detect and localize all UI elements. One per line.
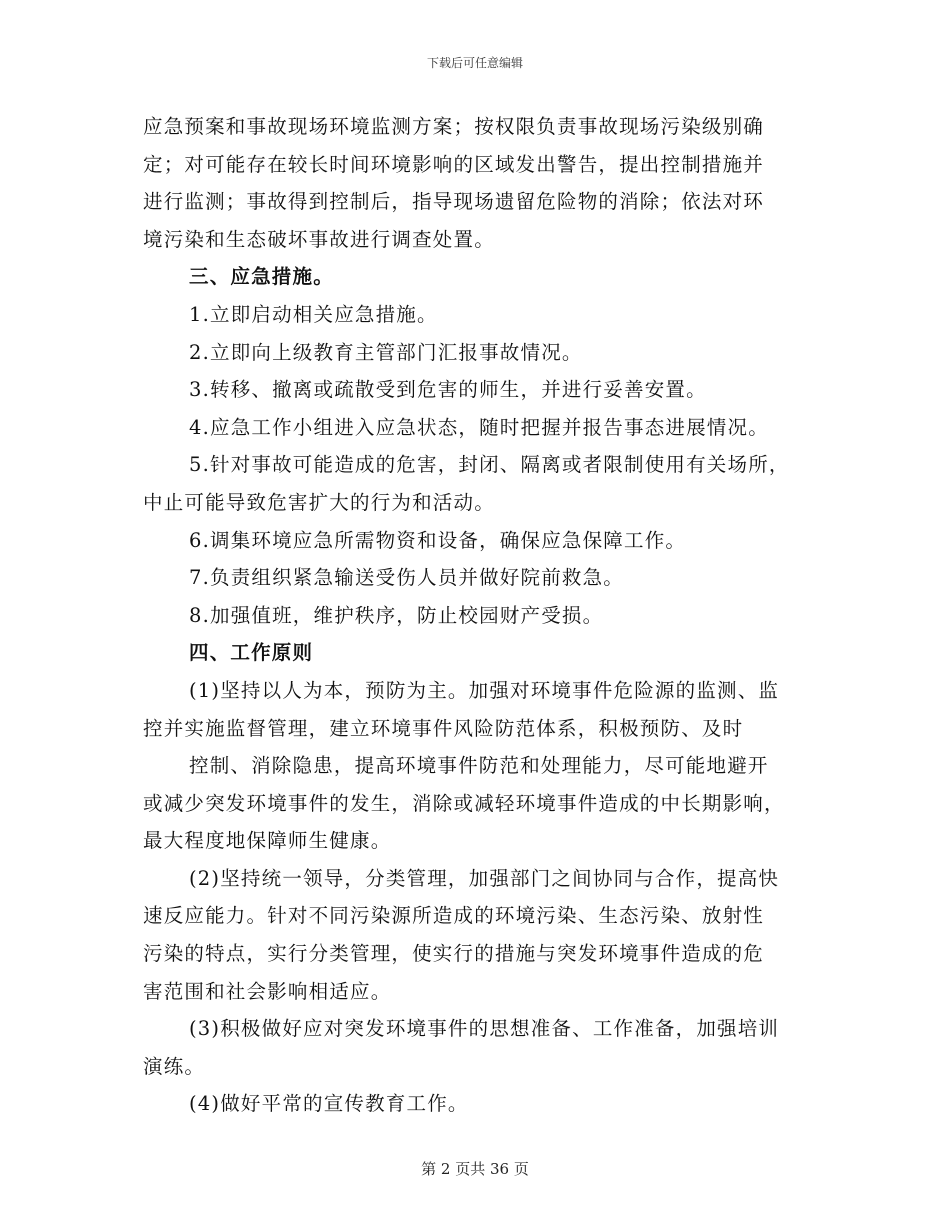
text-line: 控制、消除隐患，提高环境事件防范和处理能力，尽可能地避开 [189, 754, 769, 778]
page-footer: 第 2 页共 36 页 [421, 1160, 529, 1178]
principle-item: (3)积极做好应对突发环境事件的思想准备、工作准备，加强培训 [189, 1017, 780, 1041]
text-line: 控并实施监督管理，建立环境事件风险防范体系，积极预防、及时 [143, 716, 744, 740]
list-item: 6.调集环境应急所需物资和设备，确保应急保障工作。 [189, 528, 687, 552]
text-line: 害范围和社会影响相适应。 [143, 979, 392, 1003]
list-item: 8.加强值班，维护秩序，防止校园财产受损。 [189, 603, 604, 627]
principle-item: (2)坚持统一领导，分类管理，加强部门之间协同与合作，提高快 [189, 866, 780, 890]
document-body [143, 108, 809, 1123]
list-item: 2.立即向上级教育主管部门汇报事故情况。 [189, 340, 583, 364]
section-heading: 三、应急措施。 [189, 265, 334, 289]
principle-item: (4)做好平常的宣传教育工作。 [189, 1092, 469, 1116]
list-item: 4.应急工作小组进入应急状态，随时把握并报告事态进展情况。 [189, 415, 769, 439]
list-item: 5.针对事故可能造成的危害，封闭、隔离或者限制使用有关场所， [189, 453, 790, 477]
page-header: 下载后可任意编辑 [426, 56, 523, 70]
text-line: 境污染和生态破坏事故进行调查处置。 [143, 227, 495, 251]
text-line: 或减少突发环境事件的发生，消除或减轻环境事件造成的中长期影响， [143, 791, 785, 815]
list-item: 3.转移、撤离或疏散受到危害的师生，并进行妥善安置。 [189, 378, 707, 402]
text-line: 演练。 [143, 1054, 206, 1078]
text-line: 中止可能导致危害扩大的行为和活动。 [143, 490, 495, 514]
text-line: 应急预案和事故现场环境监测方案；按权限负责事故现场污染级别确 [143, 115, 765, 138]
text-line: 进行监测；事故得到控制后，指导现场遗留危险物的消除；依法对环 [143, 190, 765, 214]
text-line: 速反应能力。针对不同污染源所造成的环境污染、生态污染、放射性 [143, 904, 765, 928]
text-line: 污染的特点，实行分类管理，使实行的措施与突发环境事件造成的危 [143, 942, 765, 966]
text-line: 最大程度地保障师生健康。 [143, 829, 392, 853]
text-line: 定；对可能存在较长时间环境影响的区域发出警告，提出控制措施并 [143, 152, 765, 176]
list-item: 1.立即启动相关应急措施。 [189, 302, 438, 326]
principle-item: (1)坚持以人为本，预防为主。加强对环境事件危险源的监测、监 [189, 678, 780, 702]
list-item: 7.负责组织紧急输送受伤人员并做好院前救急。 [189, 566, 625, 590]
section-heading: 四、工作原则 [189, 641, 314, 665]
